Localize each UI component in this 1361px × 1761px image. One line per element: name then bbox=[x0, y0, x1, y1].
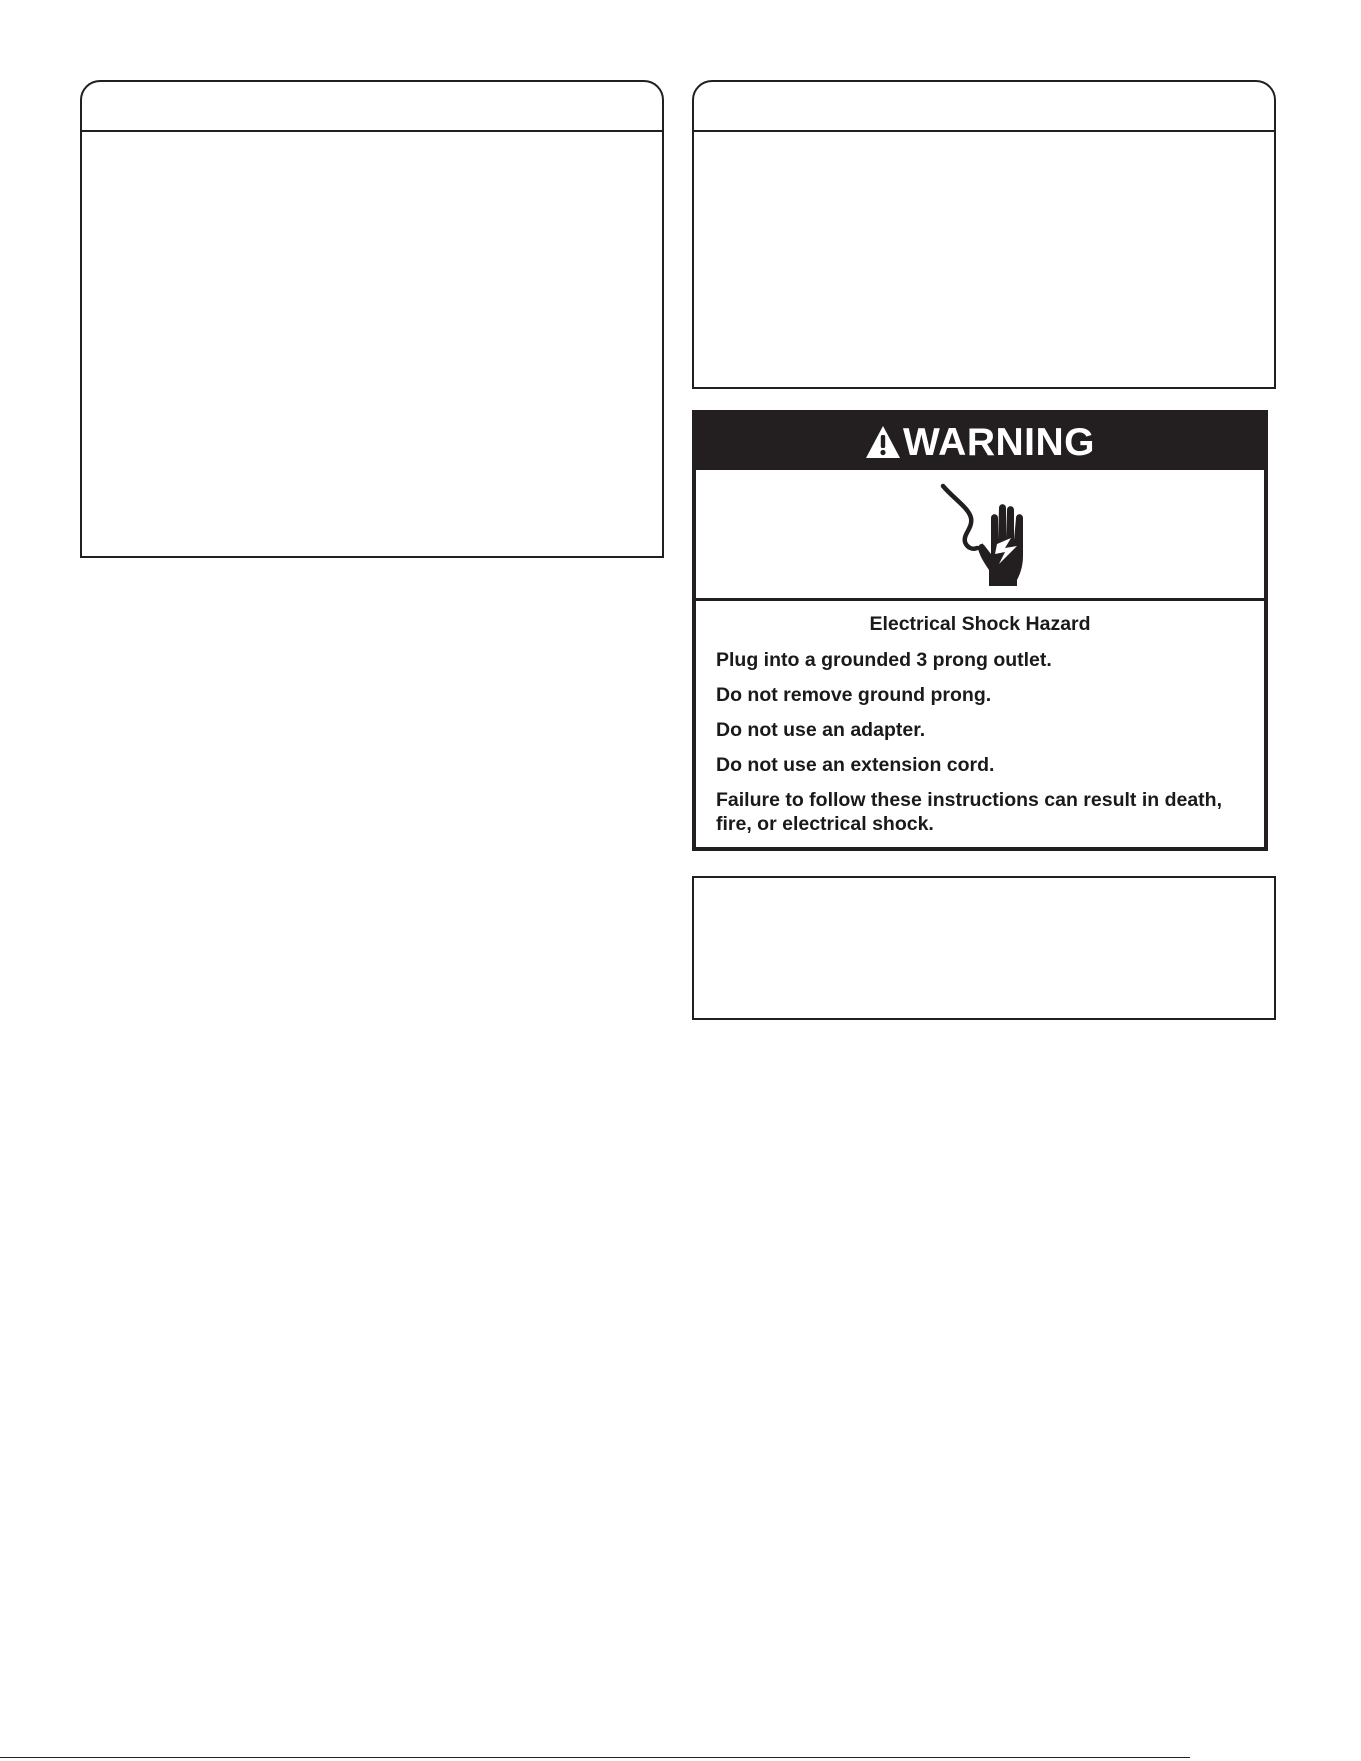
hazard-title: Electrical Shock Hazard bbox=[869, 613, 1091, 635]
warning-title: WARNING bbox=[903, 420, 1095, 464]
warning-header bbox=[696, 414, 1264, 470]
electrical-shock-hand-icon bbox=[925, 478, 1035, 590]
hazard-instruction: Do not use an adapter. bbox=[716, 719, 926, 741]
empty-tabbed-box-left bbox=[80, 80, 664, 558]
footer-rule bbox=[0, 1757, 1190, 1758]
empty-box-bottom bbox=[692, 876, 1276, 1020]
tab-divider bbox=[82, 130, 662, 132]
hazard-content bbox=[696, 601, 1264, 847]
warning-triangle-icon bbox=[865, 425, 901, 459]
hazard-instruction: Plug into a grounded 3 prong outlet. bbox=[716, 649, 1052, 671]
hazard-consequence: Failure to follow these instructions can result in death, fire, or electrical shock. bbox=[716, 789, 1222, 835]
tab-divider bbox=[694, 130, 1274, 132]
hazard-symbol-area bbox=[696, 470, 1264, 601]
hazard-instruction: Do not use an extension cord. bbox=[716, 754, 995, 776]
warning-box bbox=[692, 410, 1268, 851]
empty-tabbed-box-right bbox=[692, 80, 1276, 389]
hazard-instruction: Do not remove ground prong. bbox=[716, 684, 992, 706]
